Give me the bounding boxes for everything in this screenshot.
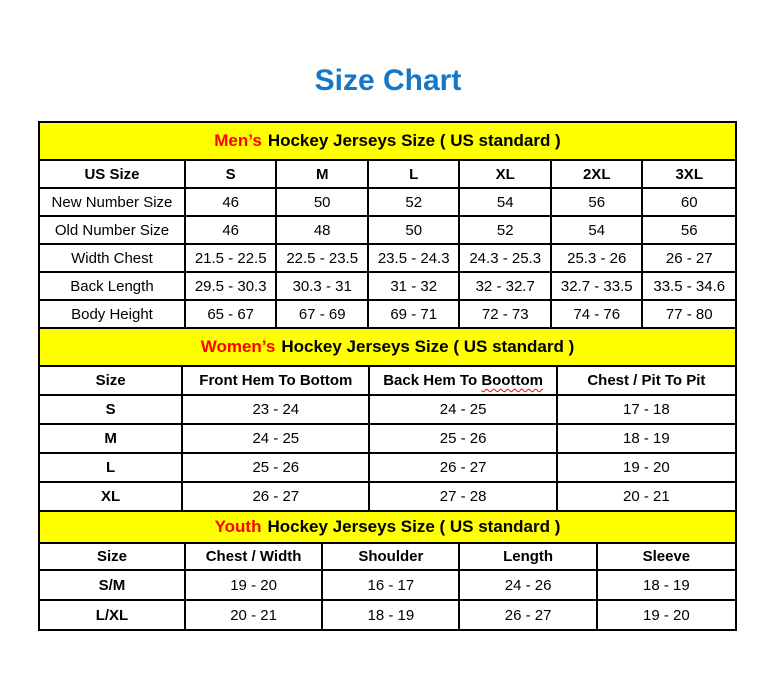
mens-section-header (40, 123, 735, 161)
row-label: L (40, 454, 183, 481)
table-cell: 22.5 - 23.5 (277, 245, 369, 271)
table-cell: 24.3 - 25.3 (460, 245, 552, 271)
column-header: 3XL (675, 165, 703, 183)
column-header: Size (40, 544, 186, 569)
table-cell: 25 - 26 (183, 454, 370, 481)
column-header: S (186, 161, 278, 187)
table-cell: 65 - 67 (186, 301, 278, 327)
table-cell: 26 - 27 (183, 483, 370, 510)
row-label: New Number Size (40, 189, 186, 215)
table-cell: 20 - 21 (623, 488, 670, 505)
table-cell: 72 - 73 (460, 301, 552, 327)
table-row (40, 217, 735, 245)
table-cell: 77 - 80 (665, 305, 713, 323)
table-cell: 21.5 - 22.5 (186, 245, 278, 271)
row-label: L/XL (40, 601, 186, 629)
column-header: M (277, 161, 369, 187)
row-label: Old Number Size (40, 217, 186, 243)
column-header: Shoulder (323, 544, 460, 569)
column-header: L (369, 161, 461, 187)
column-header: Chest / Pit To Pit (587, 372, 706, 389)
table-cell: 26 - 27 (460, 601, 597, 629)
table-cell: 23 - 24 (183, 396, 370, 423)
row-label: Width Chest (40, 245, 186, 271)
table-cell: 31 - 32 (369, 273, 461, 299)
table-cell: 74 - 76 (552, 301, 644, 327)
table-row (40, 301, 735, 329)
table-cell: 17 - 18 (623, 401, 670, 418)
womens-section-header (40, 329, 735, 367)
size-chart-table (38, 121, 737, 631)
table-row (40, 571, 735, 601)
table-cell: 25.3 - 26 (552, 245, 644, 271)
table-cell: 52 (369, 189, 461, 215)
table-cell: 24 - 25 (370, 396, 557, 423)
table-row (40, 454, 735, 483)
row-label: M (40, 425, 183, 452)
table-cell: 60 (680, 193, 698, 211)
row-label: Body Height (40, 301, 186, 327)
column-header: Sleeve (642, 548, 691, 565)
table-row (40, 483, 735, 512)
section-title-text: Hockey Jerseys Size ( US standard ) (281, 337, 575, 356)
table-cell: 54 (460, 189, 552, 215)
table-cell: 46 (186, 189, 278, 215)
page-title: Size Chart (314, 64, 462, 97)
table-row (40, 396, 735, 425)
table-cell: 30.3 - 31 (277, 273, 369, 299)
section-title-highlight: Men’s (214, 131, 262, 150)
table-cell: 52 (460, 217, 552, 243)
section-title-text: Hockey Jerseys Size ( US standard ) (267, 517, 561, 536)
table-cell: 19 - 20 (186, 571, 323, 599)
table-cell: 19 - 20 (643, 606, 690, 624)
table-cell: 46 (186, 217, 278, 243)
table-cell: 67 - 69 (277, 301, 369, 327)
table-cell: 32 - 32.7 (460, 273, 552, 299)
column-header: US Size (40, 161, 186, 187)
column-header: 2XL (552, 161, 644, 187)
row-label: S/M (40, 571, 186, 599)
table-row (40, 189, 735, 217)
column-header: Chest / Width (186, 544, 323, 569)
column-header: XL (460, 161, 552, 187)
table-cell: 23.5 - 24.3 (369, 245, 461, 271)
table-cell: 18 - 19 (623, 430, 670, 447)
table-cell: 48 (277, 217, 369, 243)
section-title-highlight: Youth (214, 517, 262, 536)
table-cell: 18 - 19 (643, 576, 690, 594)
column-header: Size (40, 367, 183, 394)
youth-section-header (40, 512, 735, 544)
column-header: Length (460, 544, 597, 569)
table-cell: 18 - 19 (323, 601, 460, 629)
misspelled-word: Boottom (481, 372, 543, 389)
section-title-highlight: Women’s (200, 337, 276, 356)
table-cell: 69 - 71 (369, 301, 461, 327)
table-cell: 32.7 - 33.5 (552, 273, 644, 299)
youth-header-row (40, 544, 735, 571)
womens-header-row (40, 367, 735, 396)
table-cell: 26 - 27 (665, 249, 713, 267)
column-header: Front Hem To Bottom (183, 367, 370, 394)
table-cell: 56 (552, 189, 644, 215)
table-cell: 27 - 28 (370, 483, 557, 510)
table-cell: 25 - 26 (370, 425, 557, 452)
table-cell: 19 - 20 (623, 459, 670, 476)
table-cell: 54 (552, 217, 644, 243)
table-cell: 20 - 21 (186, 601, 323, 629)
table-row (40, 425, 735, 454)
table-cell: 56 (680, 221, 698, 239)
section-title-text: Hockey Jerseys Size ( US standard ) (267, 131, 561, 150)
table-cell: 50 (369, 217, 461, 243)
table-cell: 33.5 - 34.6 (653, 277, 726, 295)
mens-header-row (40, 161, 735, 189)
table-cell: 26 - 27 (370, 454, 557, 481)
table-cell: 24 - 25 (183, 425, 370, 452)
row-label: Back Length (40, 273, 186, 299)
row-label: XL (40, 483, 183, 510)
column-header (370, 367, 557, 394)
table-row (40, 245, 735, 273)
table-cell: 24 - 26 (460, 571, 597, 599)
column-header-text: Back Hem To (383, 372, 478, 389)
row-label: S (40, 396, 183, 423)
table-row (40, 273, 735, 301)
table-cell: 16 - 17 (323, 571, 460, 599)
table-row (40, 601, 735, 629)
table-cell: 50 (277, 189, 369, 215)
table-cell: 29.5 - 30.3 (186, 273, 278, 299)
